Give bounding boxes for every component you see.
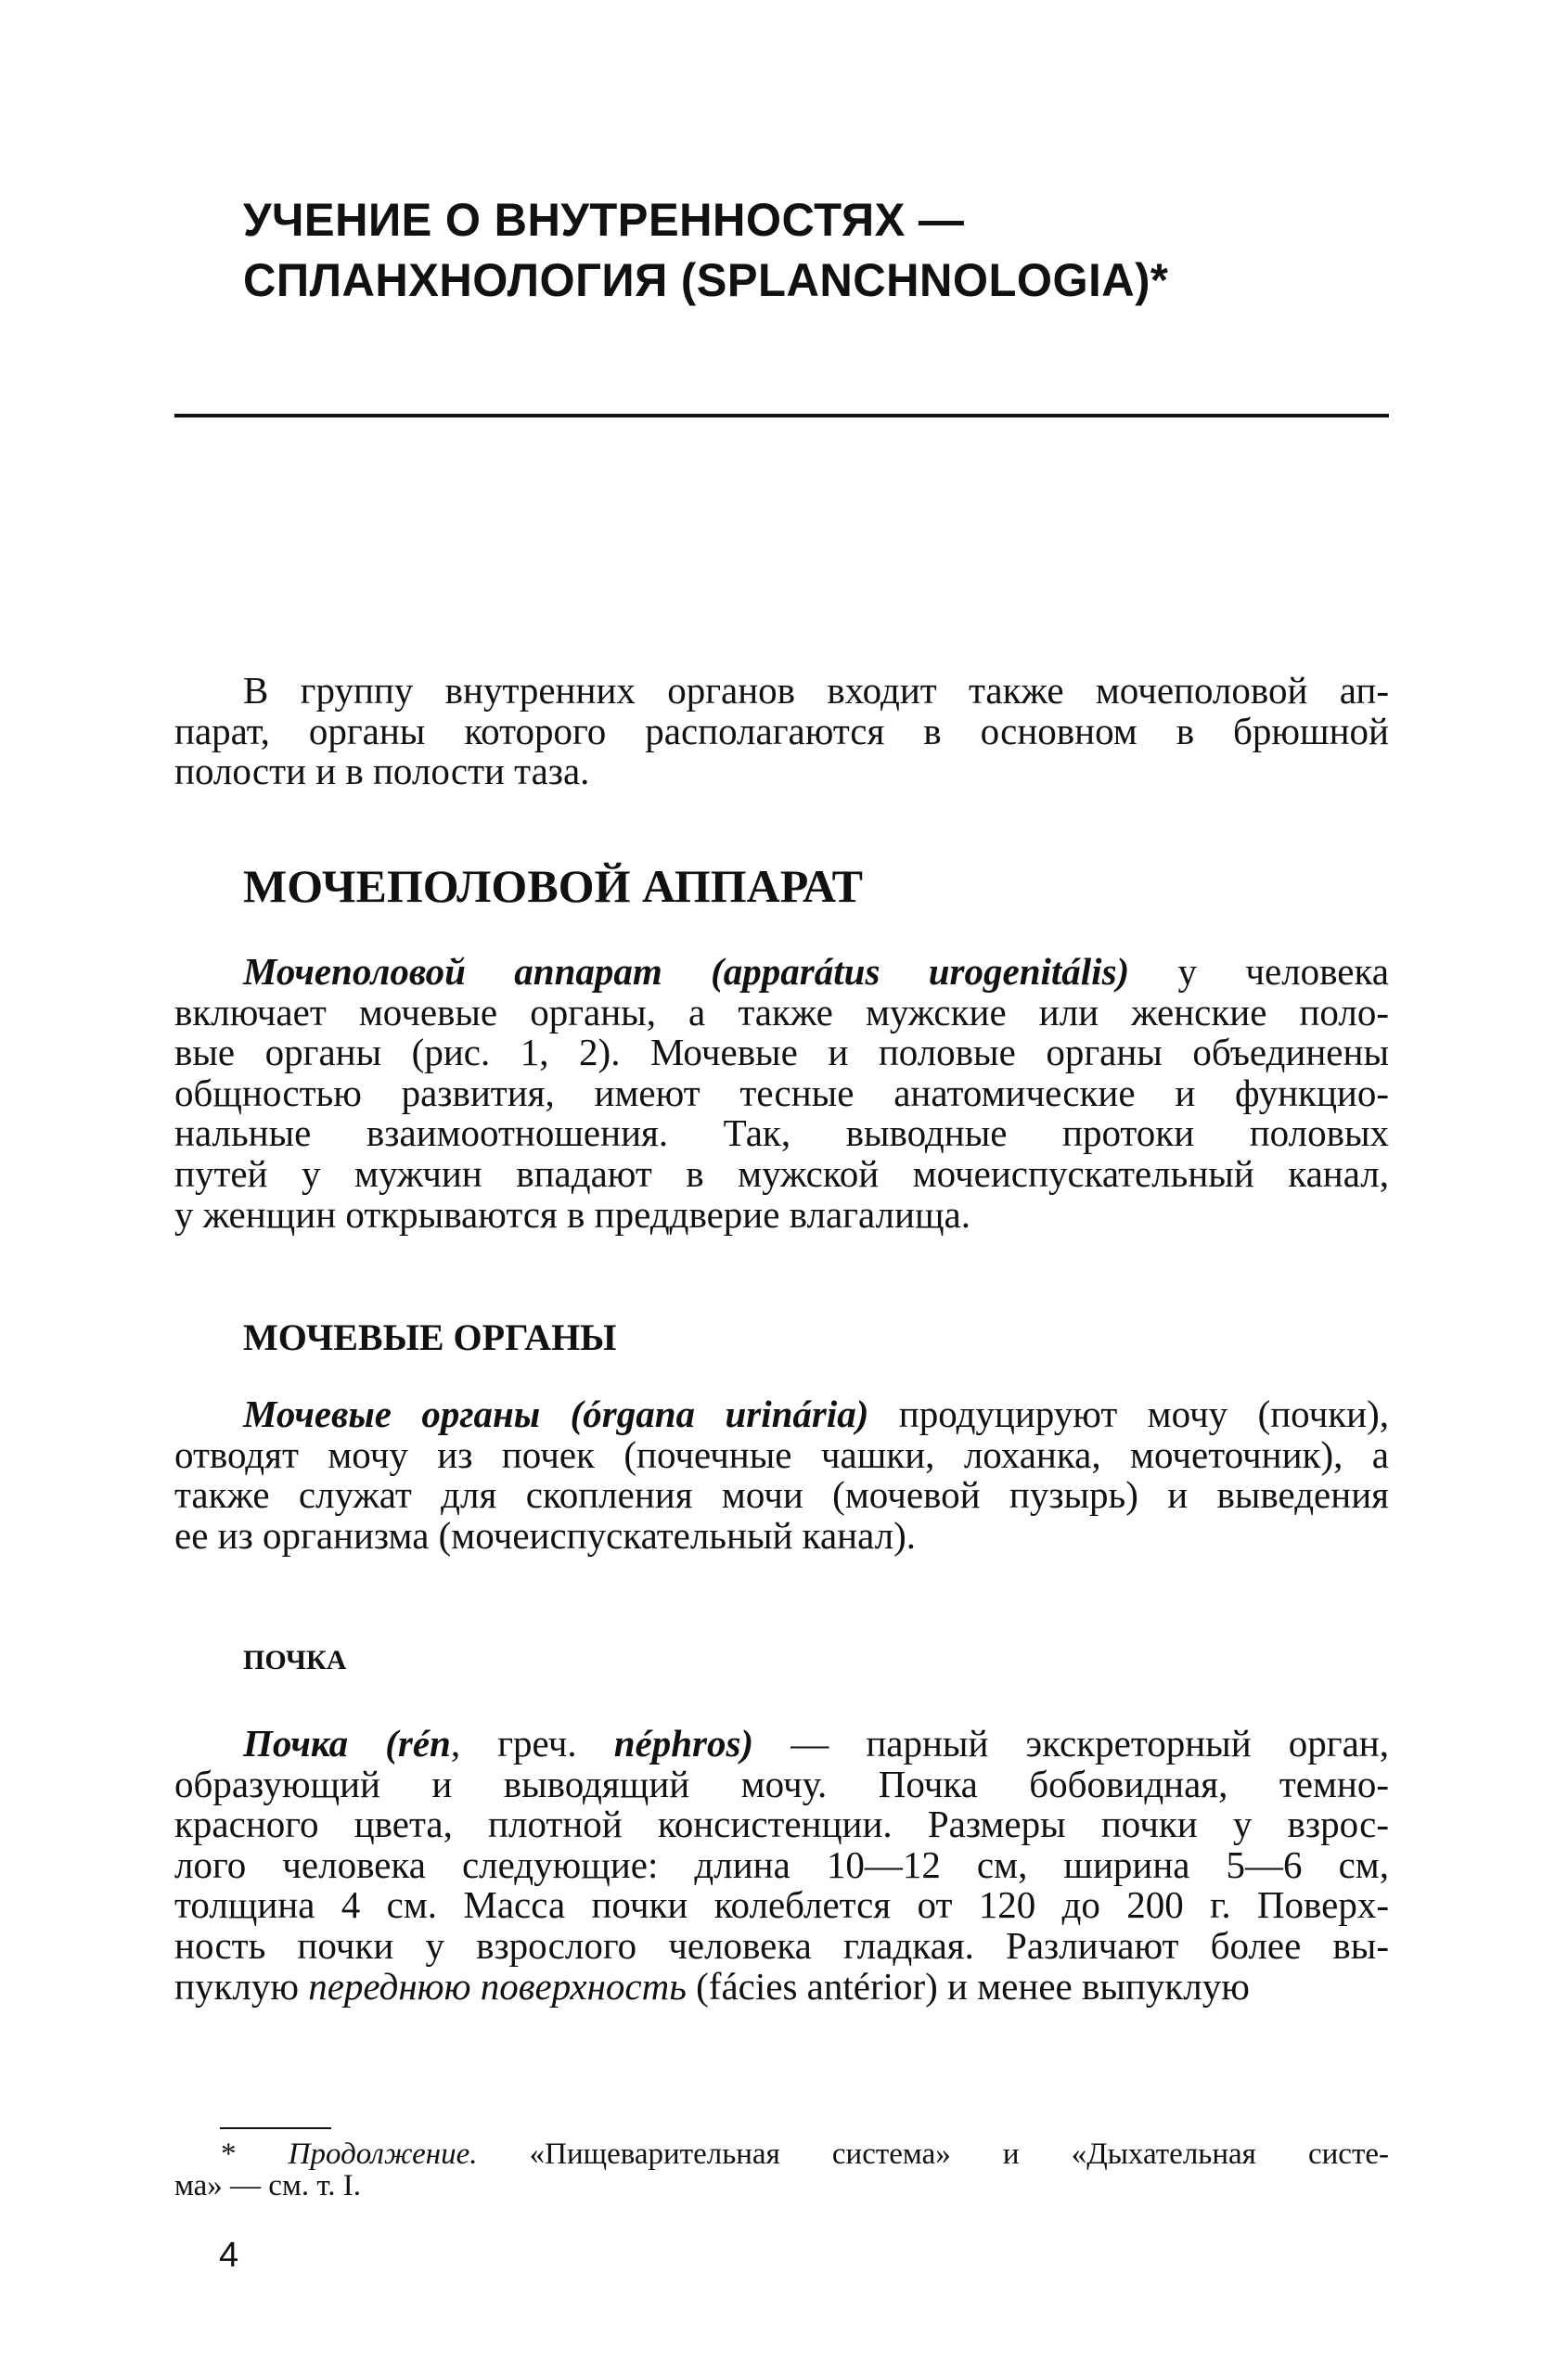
text-line (174, 2170, 1389, 2202)
text-line (174, 1724, 1389, 1765)
text-line (174, 751, 1389, 792)
text-segment: , греч. (450, 1722, 614, 1765)
text-line (174, 1513, 1389, 1557)
chapter-title-line-2: СПЛАНХНОЛОГИЯ (SPLANCHNOLOGIA)* (243, 254, 1169, 306)
intro-paragraph (174, 671, 1389, 792)
text-line (174, 1804, 1389, 1845)
text-segment: у человека (1129, 950, 1389, 993)
text-line (174, 952, 1389, 993)
text-segment: также служат для скопления мочи (мочевой пузырь) и выведения (174, 1473, 1389, 1517)
emphasized-text: Мочеполовой аппарат (apparátus urogenitális) (243, 950, 1130, 993)
text-segment: включает мочевые органы, а также мужские или женские поло- (174, 990, 1389, 1033)
text-line (174, 671, 1389, 712)
text-segment: ность почки у взрослого человека гладкая. Различают более вы- (174, 1923, 1389, 1967)
text-line (174, 1885, 1389, 1926)
text-segment: отводят мочу из почек (почечные чашки, лоханка, мочеточник), а (174, 1432, 1389, 1476)
text-line (174, 1964, 1389, 2008)
emphasized-text: néphros) (613, 1722, 754, 1765)
text-line (174, 990, 1389, 1033)
text-line (174, 1151, 1389, 1195)
page-number: 4 (219, 2236, 239, 2275)
text-segment: * (221, 2137, 289, 2171)
footnote-divider (220, 2127, 331, 2129)
text-segment: толщина 4 см. Масса почки колеблется от 120 до 200 г. Поверх- (174, 1883, 1389, 1927)
text-segment: лого человека следующие: длина 10—12 см, ширина 5—6 см, (174, 1842, 1389, 1886)
text-segment: у женщин открываются в преддверие влагалища. (174, 1192, 970, 1236)
section-heading-kidney: ПОЧКА (243, 1645, 347, 1675)
text-segment: продуцируют мочу (почки), (868, 1393, 1389, 1435)
chapter-title-line-1: УЧЕНИЕ О ВНУТРЕННОСТЯХ — (243, 194, 965, 246)
text-segment: полости и в полости таза. (174, 750, 590, 793)
text-segment: образующий и выводящий мочу. Почка бобовидная, темно- (174, 1762, 1389, 1805)
text-line (174, 1842, 1389, 1886)
emphasized-text: Мочевые органы (órgana urinária) (243, 1393, 869, 1435)
text-segment: вые органы (рис. 1, 2). Мочевые и половые органы объединены (174, 1031, 1389, 1074)
text-segment: В группу внутренних органов входит также мочеполовой ап- (243, 669, 1389, 712)
title-divider (174, 414, 1389, 417)
section-heading-urogenital: МОЧЕПОЛОВОЙ АППАРАТ (243, 860, 863, 912)
text-line (174, 709, 1389, 752)
text-segment: ма» — см. т. I. (174, 2169, 362, 2202)
text-line (174, 1192, 1389, 1236)
text-segment: путей у мужчин впадают в мужской мочеиспускательный канал, (174, 1151, 1389, 1195)
urogenital-paragraph (174, 952, 1389, 1235)
text-line (174, 1923, 1389, 1967)
section-heading-urinary-organs: МОЧЕВЫЕ ОРГАНЫ (243, 1316, 617, 1358)
text-line (174, 1475, 1389, 1516)
emphasized-text: Почка (rén (243, 1722, 451, 1765)
text-segment: общностью развития, имеют тесные анатомические и функцио- (174, 1071, 1389, 1114)
text-segment: парат, органы которого располагаются в основном в брюшной (174, 709, 1389, 752)
text-line (174, 2138, 1389, 2170)
text-line (174, 1394, 1389, 1435)
text-line (174, 1073, 1389, 1114)
text-segment: пуклую (174, 1964, 309, 2008)
emphasized-text: Продолжение. (288, 2137, 478, 2171)
text-segment: «Пищеварительная система» и «Дыхательная систе- (477, 2137, 1390, 2171)
urinary-organs-paragraph (174, 1394, 1389, 1556)
text-segment: ее из организма (мочеиспускательный канал). (174, 1513, 917, 1557)
text-segment: — парный экскреторный орган, (753, 1722, 1389, 1765)
emphasized-text: переднюю поверхность (308, 1964, 687, 2008)
text-segment: (fácies antérior) и менее выпуклую (686, 1964, 1250, 2008)
text-line (174, 1762, 1389, 1805)
text-segment: нальные взаимоотношения. Так, выводные протоки половых (174, 1111, 1389, 1155)
text-line (174, 1432, 1389, 1476)
kidney-paragraph (174, 1724, 1389, 2007)
footnote (174, 2138, 1389, 2202)
text-segment: красного цвета, плотной консистенции. Размеры почки у взрос- (174, 1803, 1389, 1846)
text-line (174, 1033, 1389, 1073)
text-line (174, 1113, 1389, 1154)
